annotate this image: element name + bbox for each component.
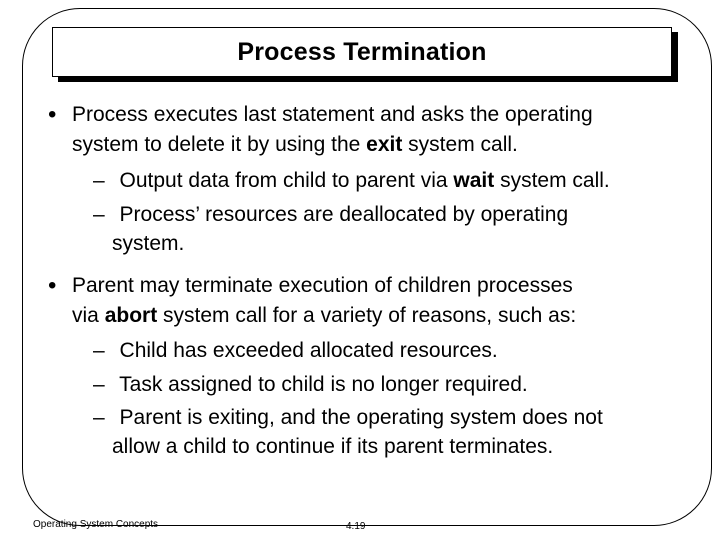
bullet-icon: • xyxy=(48,101,57,128)
sub-item xyxy=(93,403,603,433)
bullet-icon: • xyxy=(48,272,57,299)
bullet-line xyxy=(72,100,593,130)
dash-icon: – xyxy=(93,203,105,226)
bullet-line xyxy=(72,301,576,331)
keyword-text: abort xyxy=(104,304,158,327)
footer-course-name: Operating System Concepts xyxy=(33,519,159,530)
text-run: system call. xyxy=(494,169,610,192)
bullet-line xyxy=(72,130,518,160)
text-run: system to delete it by using the xyxy=(72,133,367,156)
slide-title: Process Termination xyxy=(237,37,487,66)
title-box xyxy=(52,27,672,77)
sub-item-line xyxy=(120,339,498,362)
text-run: Parent may terminate execution of children processes xyxy=(72,274,573,297)
text-run: Task assigned to child is no longer required. xyxy=(119,373,528,396)
text-run: system. xyxy=(112,232,185,255)
bullet-line xyxy=(72,271,573,301)
text-run: Parent is exiting, and the operating system does not xyxy=(119,406,603,429)
sub-item-line xyxy=(120,169,610,192)
dash-icon: – xyxy=(93,406,105,429)
sub-item xyxy=(93,200,568,230)
sub-item xyxy=(93,370,528,400)
footer-page-number: 4.19 xyxy=(346,521,366,532)
text-run: system call. xyxy=(402,133,518,156)
sub-item-line xyxy=(120,406,603,429)
keyword-text: wait xyxy=(453,169,495,192)
sub-item-line xyxy=(119,373,528,396)
text-run: Process’ resources are deallocated by operating xyxy=(119,203,569,226)
text-run: allow a child to continue if its parent terminates. xyxy=(112,435,554,458)
dash-icon: – xyxy=(93,339,105,362)
text-run: Output data from child to parent via xyxy=(119,169,454,192)
keyword-text: exit xyxy=(366,133,403,156)
text-run: system call for a variety of reasons, such as: xyxy=(157,304,577,327)
sub-item xyxy=(93,166,610,196)
dash-icon: – xyxy=(93,373,105,396)
text-run: Process executes last statement and asks the operating xyxy=(72,103,593,126)
sub-item xyxy=(93,336,498,366)
sub-item-continuation xyxy=(112,432,553,462)
text-run: via xyxy=(72,304,105,327)
text-run: Child has exceeded allocated resources. xyxy=(119,339,498,362)
dash-icon: – xyxy=(93,169,105,192)
sub-item-line xyxy=(120,203,569,226)
sub-item-continuation xyxy=(112,229,184,259)
